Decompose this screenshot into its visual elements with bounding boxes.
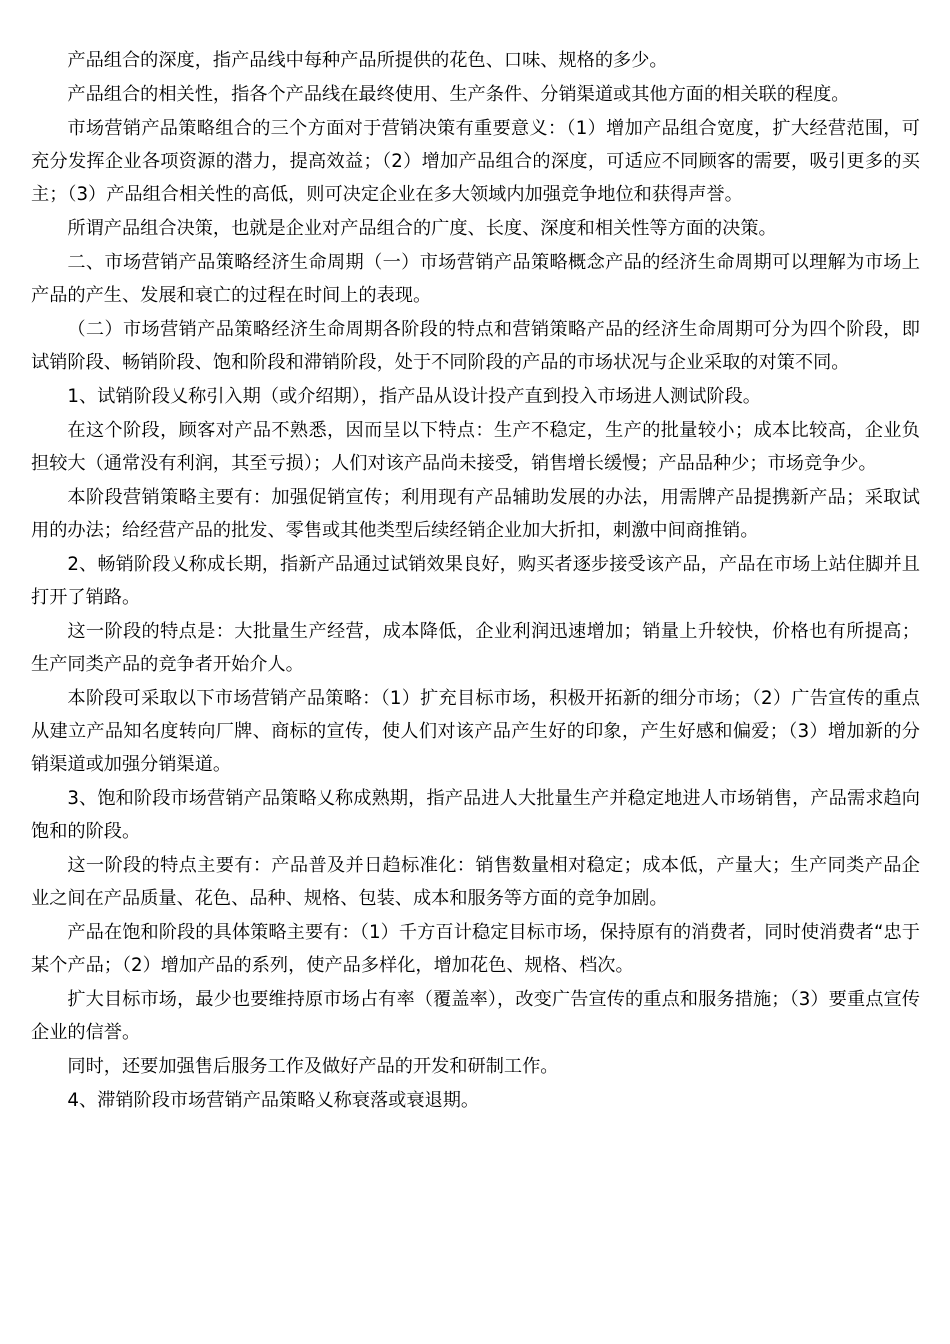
paragraph-significance: 市场营销产品策略组合的三个方面对于营销决策有重要意义：（1）增加产品组合宽度，扩大经营范围，可充分发挥企业各项资源的潜力，提高效益；（2）增加产品组合的深度，可适应不同顾客的需要，吸引更多的买主；（3）产品组合相关性的高低，则可决定企业在多大领域内加强竞争地位和获得声誉。 xyxy=(31,118,920,205)
paragraph-expand-market: 扩大目标市场，最少也要维持原市场占有率（覆盖率），改变广告宣传的重点和服务措施；（3）要重点宣传企业的信誉。 xyxy=(31,989,920,1043)
paragraph-maturity-stage: 3、饱和阶段市场营销产品策略乂称成熟期，指产品进人大批量生产并稳定地进人市场销售，产品需求趋向饱和的阶段。 xyxy=(31,788,920,842)
paragraph-depth: 产品组合的深度，指产品线中每种产品所提供的花色、口味、规格的多少。 xyxy=(67,50,668,71)
paragraph-growth-strategy: 本阶段可采取以下市场营销产品策略：（1）扩充目标市场，积极开拓新的细分市场；（2）广告宣传的重点从建立产品知名度转向厂牌、商标的宣传，使人们对该产品产生好的印象，产生好感和偏爱；（3）增加新的分销渠道或加强分销渠道。 xyxy=(31,688,920,775)
document-body xyxy=(31,44,920,1117)
paragraph-maturity-strategy: 产品在饱和阶段的具体策略主要有：（1）千方百计稳定目标市场，保持原有的消费者，同时使消费者“忠于某个产品；（2）增加产品的系列，使产品多样化，增加花色、规格、档次。 xyxy=(31,922,920,976)
paragraph-decline-stage: 4、滞销阶段市场营销产品策略乂称衰落或衰退期。 xyxy=(67,1090,480,1111)
paragraph-trial-features: 在这个阶段，顾客对产品不熟悉，因而呈以下特点：生产不稳定，生产的批量较小；成本比较高，企业负担较大（通常没有利润，其至亏损）；人们对该产品尚未接受，销售增长缓慢；产品品种少；市场竞争少。 xyxy=(31,420,920,474)
paragraph-lifecycle-concept: 二、市场营销产品策略经济生命周期（一）市场营销产品策略概念产品的经济生命周期可以理解为市场上产品的产生、发展和衰亡的过程在时间上的表现。 xyxy=(31,252,920,306)
paragraph-growth-features: 这一阶段的特点是：大批量生产经营，成本降低，企业利润迅速增加；销量上升较快，价格也有所提高；生产同类产品的竞争者开始介人。 xyxy=(31,621,920,675)
paragraph-after-sales: 同时，还要加强售后服务工作及做好产品的开发和研制工作。 xyxy=(67,1056,559,1077)
paragraph-trial-stage: 1、试销阶段乂称引入期（或介绍期），指产品从设计投产直到投入市场进人测试阶段。 xyxy=(67,386,761,407)
paragraph-decision: 所谓产品组合决策，也就是企业对产品组合的广度、长度、深度和相关性等方面的决策。 xyxy=(67,218,777,239)
paragraph-growth-stage: 2、畅销阶段乂称成长期，指新产品通过试销效果良好，购买者逐步接受该产品，产品在市场上站住脚并且打开了销路。 xyxy=(31,554,920,608)
paragraph-trial-strategy: 本阶段营销策略主要有：加强促销宣传；利用现有产品辅助发展的办法，用需牌产品提携新产品；采取试用的办法；给经营产品的批发、零售或其他类型后续经销企业加大折扣，刺激中间商推销。 xyxy=(31,487,920,541)
paragraph-relevance: 产品组合的相关性，指各个产品线在最终使用、生产条件、分销渠道或其他方面的相关联的程度。 xyxy=(67,84,850,105)
paragraph-maturity-features: 这一阶段的特点主要有：产品普及并日趋标准化：销售数量相对稳定；成本低，产量大；生产同类产品企业之间在产品质量、花色、品种、规格、包装、成本和服务等方面的竞争加剧。 xyxy=(31,855,920,909)
paragraph-lifecycle-stages: （二）市场营销产品策略经济生命周期各阶段的特点和营销策略产品的经济生命周期可分为四个阶段，即试销阶段、畅销阶段、饱和阶段和滞销阶段，处于不同阶段的产品的市场状况与企业采取的对策不同。 xyxy=(31,319,920,373)
